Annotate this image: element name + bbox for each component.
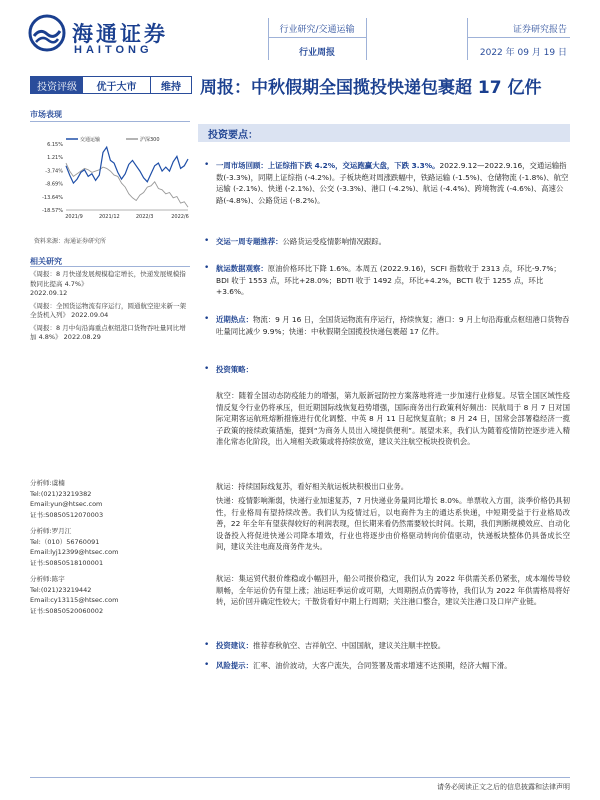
related-item-date: 2022.09.04 [71,311,109,319]
y-tick-label: -13.64% [42,194,63,201]
analyst-email[interactable]: Email:yun@htsec.com [30,500,103,508]
bullet-market-review [204,160,570,206]
header-category: 行业研究/交通运输 [279,25,355,35]
analyst-name: 分析师:罗月江 [30,527,72,535]
analyst-card [30,574,190,616]
legend-hs300: 沪深300 [140,137,160,143]
x-tick-label: 2021/9 [65,214,83,220]
x-tick-label: 2021/12 [98,214,120,220]
market-performance-chart [30,130,190,220]
strategy-shipping-intl: 航运：持续国际线复苏，看好相关航运板块积极出口业务。 [216,482,409,491]
haitong-logo-icon [28,14,66,52]
related-item[interactable] [30,324,190,343]
y-tick-label: 1.21% [47,155,63,162]
strategy-aviation: 航空：随着全国动态防疫能力的增强，第九版新冠防控方案落地将进一步加速行业修复。尽管全国区域性疫情反复令行业仍将承压，但近期国际线恢复趋势增强，国际商务出行政策利好频出：民航局于 8 月 7 日对国际定期客运航班熔断措施进行优化调整、中英 8 月 11 日起恢复直航；8 月 24 日，国常会部署稳经济一揽子政策的接续政策措施，提到“为商务人员出入境提供便利”。展望未来，我们认为随着疫情防控逐步进入精准化常态化阶段，出入境相关政策或将持续放宽，建议关注航空板块投资机会。 [216,391,570,446]
series-line-transport [66,147,188,183]
bullet-dot-icon: • [204,314,210,324]
strategy-shipping: 航运：集运贸代报价维稳或小幅回升，船公司报价稳定，我们认为 2022 年供需关系仍紧张，成本端传导较顺畅，全年运价仍有望上涨；油运旺季运价或可期，大周期拐点仍需等待，我们认为 2022 年供需格局将好转，运价回升确定性较大；干散货看好中期上行周期；关注港口整合，建议关注港口及口岸产业链。 [216,574,570,606]
bullet-dot-icon: • [204,236,210,246]
bullet-dot-icon: • [204,660,210,670]
report-title: 周报：中秋假期全国揽投快递包裹超 17 亿件 [200,78,542,98]
strategy-express: 快递：疫情影响渐弱，快递行业加速复苏，7 月快递业务量同比增长 8.0%。单票收入方面，淡季价格仍具韧性，行业格局有望持续改善。我们认为疫情过后，以电商件为主的通达系快递，中短期受益于行业格局改善，22 年全年有望获得较好的利润表现，但长期来看仍然需要较长时间。长期，我们判断规模效应、自动化设备投入将促进快递公司降本增效，行业也将逐步由价格驱动转向价值驱动，快递板块整体仍具备成长空间，建议关注电商及商务件龙头。 [216,496,570,551]
header-report-label: 证券研究报告 [512,25,567,35]
chart-source: 资料来源：海通证券研究所 [34,238,107,245]
analyst-list [30,478,190,622]
bullet-body: 汇率、油价波动，大客户流失，合同签署及需求增速不达预期，经济大幅下滑。 [252,661,512,670]
bullet-topic [204,236,570,248]
rating-label: 投资评级 [31,77,83,93]
related-list [30,270,190,346]
bullet-body: 推荐春秋航空、吉祥航空、中国国航，建议关注顺丰控股。 [252,641,446,650]
bullet-shipping-data [204,263,570,298]
bullet-body: 原油价格环比下降 1.6%。本周五 (2022.9.16)，SCFI 指数收于 2313 点，环比-9.7%；BDI 收于 1553 点，环比+28.0%；BDTI 收于 1492 点，环比+4.2%，BCTI 收于 1255 点，环比+3.6%。 [216,264,561,296]
market-section-title: 市场表现 [30,110,62,119]
company-logo [28,10,178,60]
bullet-targets [204,640,570,652]
bullet-head: 航运数据观察： [216,264,268,273]
key-points-title: 投资要点： [208,130,258,141]
bullet-body: 2022.9.12—2022.9.16，交通运输指数(-3.3%)，同期上证综指 (-4.2%)。子板块绝对周涨跌幅中，铁路运输 (-1.5%)、仓储物流 (-1.8%)、航空运输 (-2.1%)、快递 (-2.1%)、公交 (-3.3%)、港口 (-4.2%)、航运 (-4.4%)、跨境物流 (-4.6%)、高速公路(-4.8%)、公路货运 (-8.2%)。 [216,161,569,205]
bullet-body: 公路货运受疫情影响情况跟踪。 [282,237,387,246]
related-item-text: 《周报：8 月中旬沿海重点枢纽港口货物吞吐量同比增加 4.8%》 [30,323,186,341]
bullet-head: 投资策略： [216,365,253,374]
bullet-risk [204,660,570,672]
related-item-text: 《周报：8 月快递发展规模稳定增长，快递发展规模指数同比提高 4.7%》 [30,270,186,288]
y-tick-label: -18.57% [42,208,63,214]
rating-change: 维持 [161,81,181,93]
bullet-hotspots [204,314,570,337]
related-item-text: 《周报：全国货运物流有序运行，圆通航空迎来新一架全货机入列》 [30,301,186,319]
legend-transport: 交通运输 [80,137,101,143]
related-item-date: 2022.09.12 [30,289,68,297]
logo-en-text: HAITONG [74,44,153,56]
bullet-head: 交运一周专题推荐： [216,237,283,246]
bullet-body: 物流：9 月 16 日，全国货运物流有序运行，持续恢复；港口：9 月上旬沿海重点枢纽港口货物吞吐量同比减少 9.9%；快递：中秋假期全国揽投快递包裹超 17 亿件。 [216,315,570,336]
x-tick-label: 2022/6 [171,214,189,220]
analyst-name: 分析师:陈宇 [30,575,65,583]
analyst-tel: Tel:（010）56760091 [30,537,100,546]
y-tick-label: -3.74% [45,168,63,175]
related-item[interactable] [30,270,190,299]
bullet-head: 近期热点： [216,315,253,324]
bullet-dot-icon: • [204,160,210,170]
bullet-head: 投资建议： [216,641,253,650]
investment-rating [30,76,192,94]
y-tick-label: 6.15% [47,142,63,148]
analyst-cert: 证书:S0850518100001 [30,558,104,567]
bullet-dot-icon: • [204,263,210,273]
analyst-tel: Tel:(021)23219382 [30,489,92,498]
bullet-dot-icon: • [204,640,210,650]
analyst-tel: Tel:(021)23219442 [30,585,92,594]
related-section-title: 相关研究 [30,257,62,266]
bullet-head: 一周市场回顾：上证综指下跌 4.2%，交运跑赢大盘，下跌 3.3%。 [216,161,440,170]
analyst-card [30,478,190,520]
analyst-cert: 证书:S0850520060002 [30,606,104,615]
footer-disclaimer: 请务必阅读正文之后的信息披露和法律声明 [437,783,570,791]
rating-value: 优于大市 [83,77,151,93]
x-tick-label: 2022/3 [135,214,154,220]
analyst-name: 分析师:虞楠 [30,479,65,487]
header-report-type: 行业周报 [298,48,335,58]
bullet-dot-icon: • [204,364,210,374]
bullet-strategy [204,364,570,376]
analyst-card [30,526,190,568]
related-item-date: 2022.08.29 [63,333,101,341]
analyst-email[interactable]: Email:lyj12399@htsec.com [30,548,119,556]
analyst-email[interactable]: Email:cy13115@htsec.com [30,596,119,604]
y-tick-label: -8.69% [45,181,63,188]
analyst-cert: 证书:S0850512070003 [30,510,104,519]
related-item[interactable] [30,302,190,321]
bullet-head: 风险提示： [216,661,253,670]
header-date: 2022 年 09 月 19 日 [479,48,567,58]
logo-cn-text: 海通证券 [72,21,168,46]
